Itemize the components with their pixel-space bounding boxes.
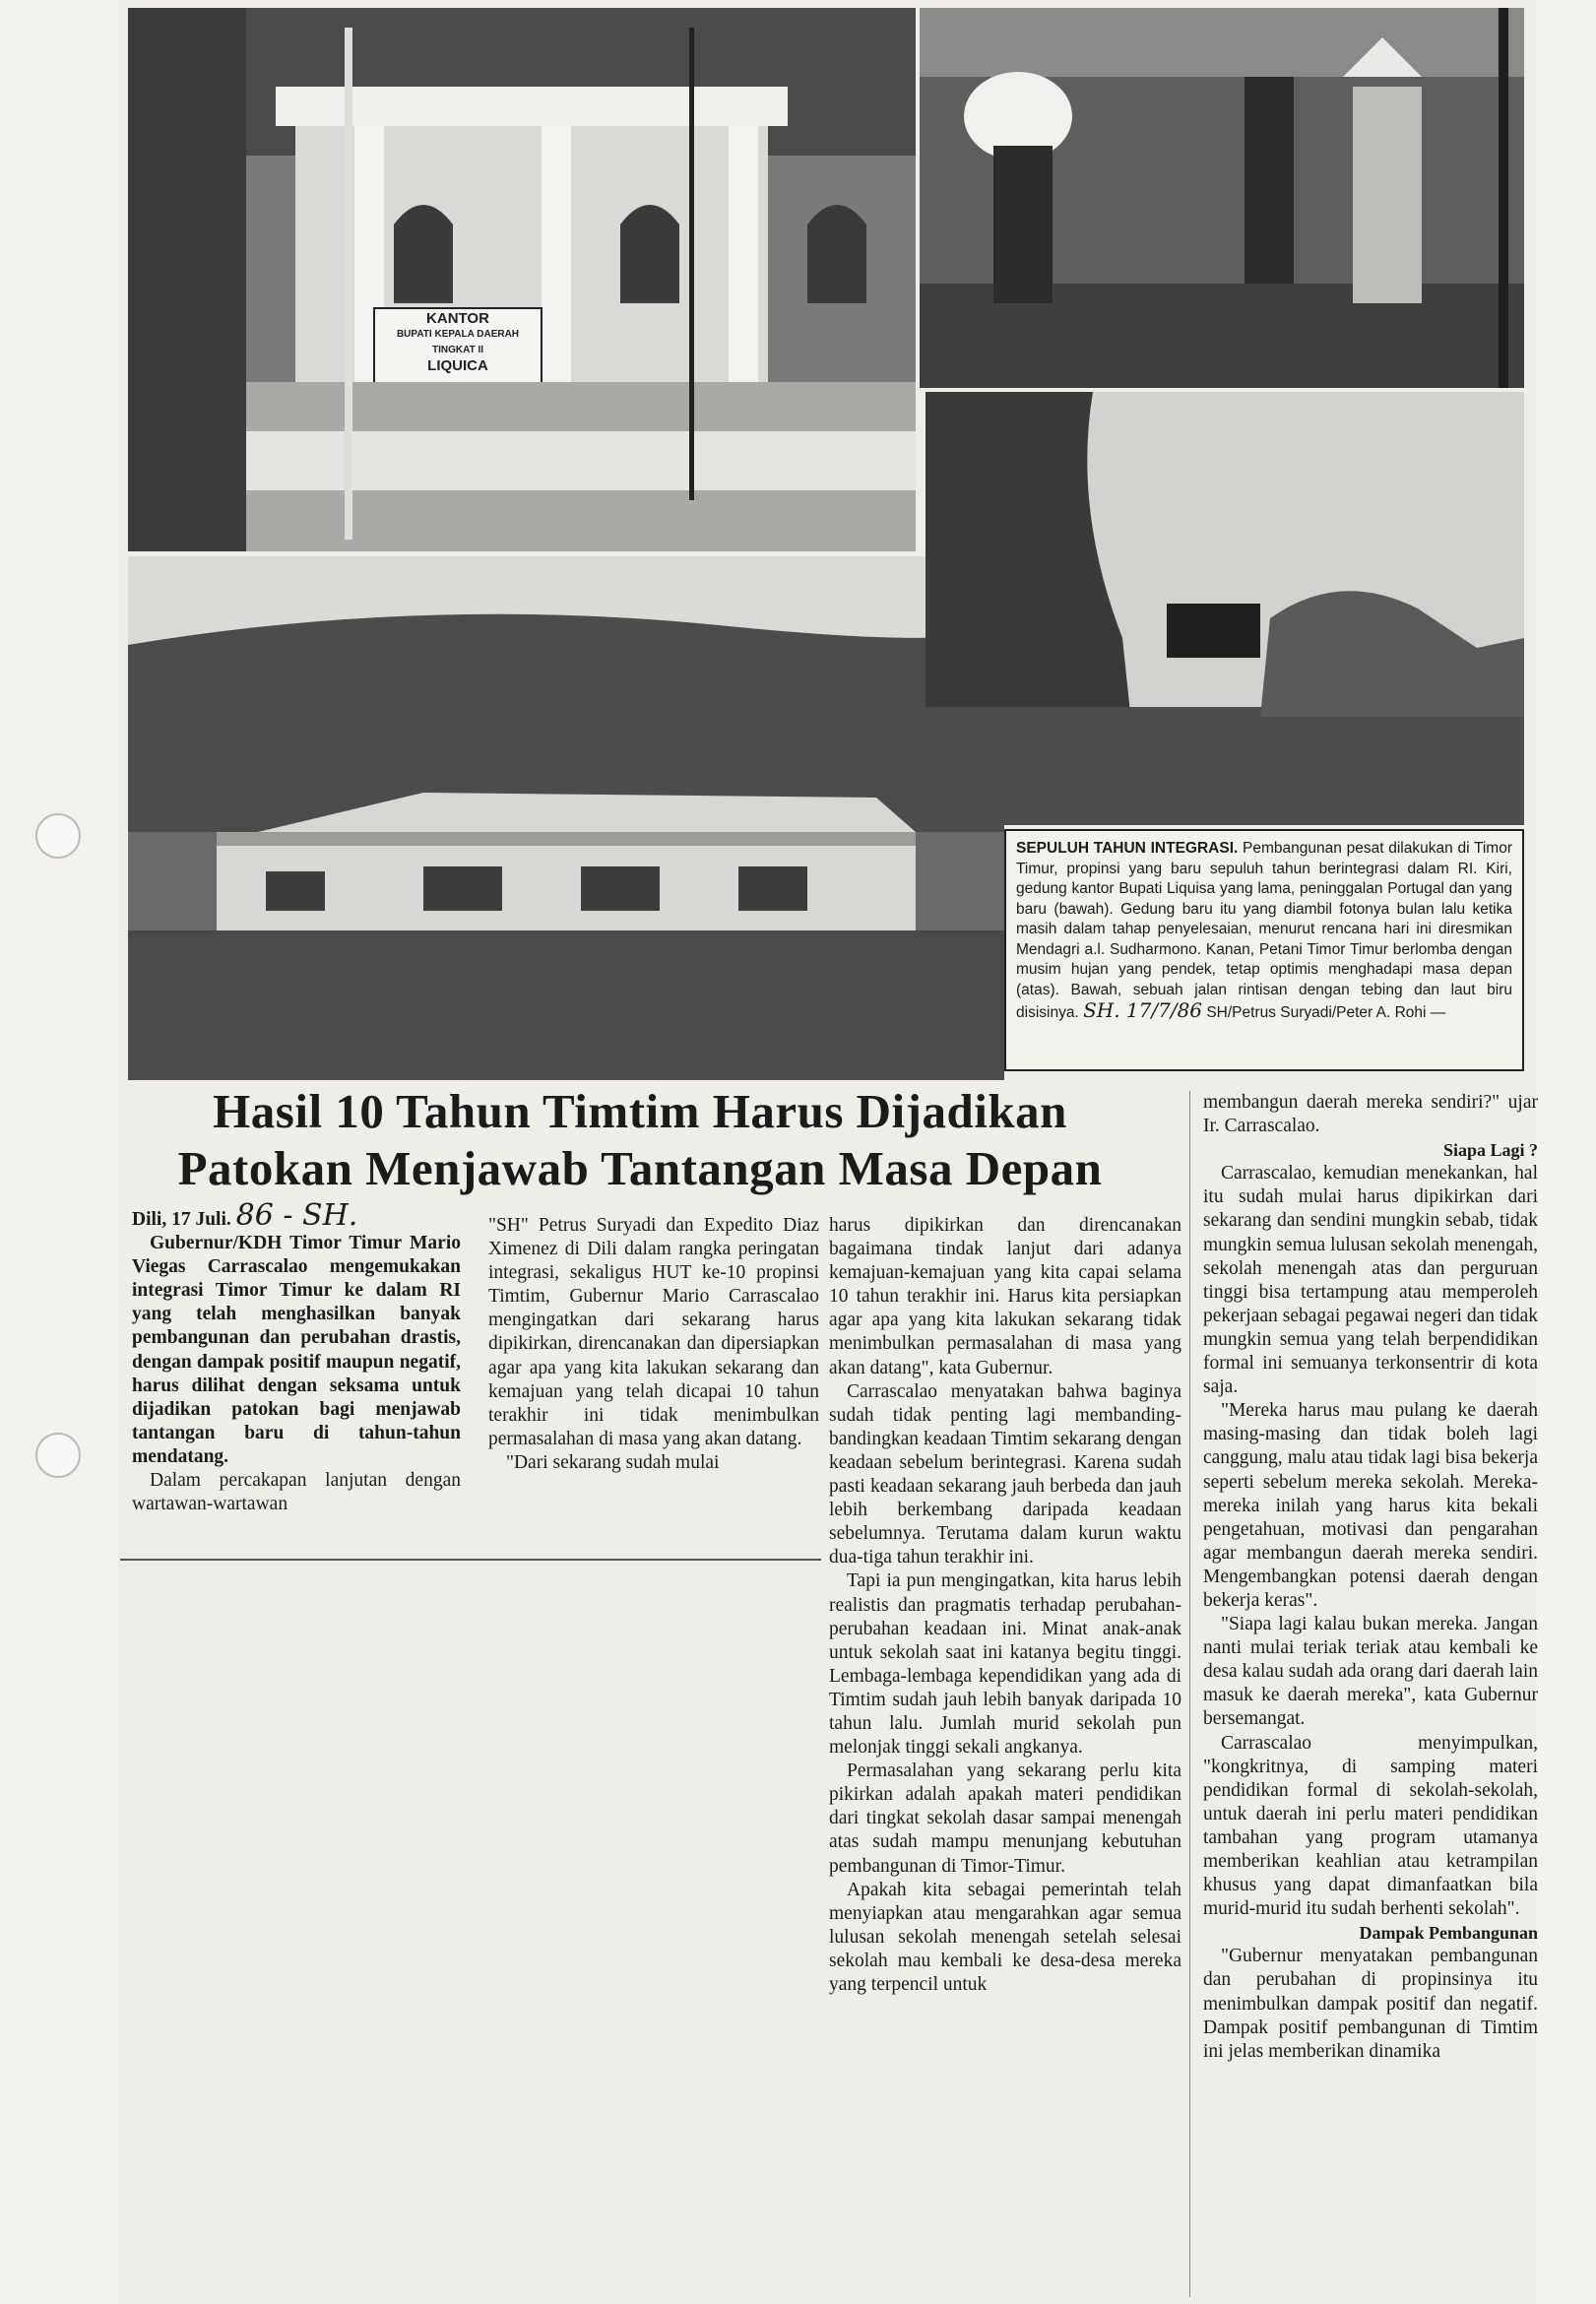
col2-paragraph-1: "SH" Petrus Suryadi dan Expedito Diaz Ximenez di Dili dalam rangka peringatan integrasi, sekaligus HUT ke-10 propinsi Timtim, Gubernur Mario Carrascalao mengingatkan dari sekarang harus dipikirkan, direncanakan dan dipersiapkan agar apa yang kita lakukan sekarang dan kemajuan yang telah dicapai 10 tahun terakhir ini tidak menimbulkan permasalahan di masa yang akan datang.	[488, 1215, 819, 1449]
col4-paragraph-5: Carrascalao menyimpulkan, "kongkritnya, di samping materi pendidikan formal di sekolah-sekolah, untuk daerah ini perlu materi pendidikan tambahan yang program utamanya memberikan keahlian atau ketrampilan khusus yang dapat dimanfaatkan bila murid-murid itu sudah berhenti sekolah".	[1203, 1732, 1538, 1920]
caption-lead: SEPULUH TAHUN INTEGRASI.	[1016, 840, 1239, 857]
caption-body: Pembangunan pesat dilakukan di Timor Timur, propinsi yang baru sepuluh tahun berintegrasi dalam RI. Kiri, gedung kantor Bupati Liquisa yang lama, peninggalan Portugal dan yang baru (bawah). Gedung baru itu yang diambil fotonya bulan lalu ketika masih dalam tahap penyelesaian, menurut rencana hari ini diresmikan Mendagri a.l. Sudharmono. Kanan, Petani Timor Timur berlomba dengan musim hujan yang pendek, tetap optimis menghadapi masa depan (atas). Bawah, sebuah jalan rintisan dengan tebing dan laut biru disisinya.	[1016, 840, 1512, 1021]
article-headline	[148, 1083, 1132, 1197]
col3-paragraph-4: Permasalahan yang sekarang perlu kita pikirkan adalah apakah materi pendidikan dari tingkat sekolah dasar sampai menengah atas sudah mampu menunjang kebutuhan pembangunan di Timor-Timur.	[829, 1760, 1181, 1877]
photo-old-office-building	[128, 8, 916, 551]
col3-paragraph-1: harus dipikirkan dan direncanakan bagaimana tindak lanjut dari adanya kemajuan-kemajuan yang kita capai selama 10 tahun terakhir ini. Harus kita persiapkan agar apa yang kita lakukan sekarang tidak menimbulkan permasalahan di masa yang akan datang", kata Gubernur.	[829, 1215, 1181, 1378]
headline-line-1: Hasil 10 Tahun Timtim Harus Dijadikan	[213, 1084, 1067, 1138]
caption-credit: SH/Petrus Suryadi/Peter A. Rohi —	[1206, 1004, 1446, 1021]
sign-line-3: TINGKAT II	[431, 345, 484, 355]
col4-paragraph-6: "Gubernur menyatakan pembangunan dan perubahan di propinsinya itu menimbulkan dampak positif dan negatif. Dampak positif pembangunan di Timtim ini jelas memberikan dinamika	[1203, 1946, 1538, 2062]
col4-paragraph-2: Carrascalao, kemudian menekankan, hal itu sudah mulai harus dipikirkan dari sekarang dan sendini mungkin sebab, tidak mungkin semua lulusan sekolah menengah, sekolah menengah atas dan perguruan tinggi bisa tertampung atau memperoleh pekerjaan sebagai pegawai negeri dan tidak mungkin semua yang telah berpendidikan formal ini semuanya terkonsentrir di kota saja.	[1203, 1163, 1538, 1398]
binder-hole-top	[35, 813, 81, 859]
col1-paragraph-2: Dalam percakapan lanjutan dengan wartawan-wartawan	[132, 1470, 461, 1515]
col4-paragraph-1: membangun daerah mereka sendiri?" ujar Ir. Carrascalao.	[1203, 1092, 1538, 1137]
headline-line-2: Patokan Menjawab Tantangan Masa Depan	[177, 1141, 1103, 1195]
col4-paragraph-4: "Siapa lagi kalau bukan mereka. Jangan nanti mulai teriak teriak atau kembali ke desa kalau sudah ada orang dari daerah lain masuk ke daerah mereka", kata Gubernur bersemangat.	[1203, 1614, 1538, 1730]
photo-caption	[1004, 829, 1524, 1071]
photo-road-cliff	[926, 392, 1524, 825]
subheading-dampak-pembangunan: Dampak Pembangunan	[1359, 1923, 1538, 1944]
office-sign	[376, 311, 540, 374]
sign-line-4: LIQUICA	[427, 357, 488, 374]
photo-farmers	[920, 8, 1524, 388]
dateline: Dili, 17 Juli.	[132, 1209, 231, 1230]
article-column-4	[1203, 1091, 1538, 2064]
column-separator	[1189, 1091, 1190, 2297]
dateline-row	[132, 1198, 461, 1233]
article-column-1	[132, 1198, 461, 1516]
lead-paragraph: Gubernur/KDH Timor Timur Mario Viegas Carrascalao mengemukakan integrasi Timor Timur ke dalam RI yang telah menghasilkan banyak pembangunan dan perubahan drastis, dengan dampak positif maupun negatif, harus dilihat dengan seksama untuk dijadikan patokan bagi menjawab tantangan baru di tahun-tahun mendatang.	[132, 1233, 461, 1467]
sign-line-1: KANTOR	[426, 310, 489, 327]
sign-line-2: BUPATI KEPALA DAERAH	[396, 329, 520, 340]
caption-handwritten-date: SH. 17/7/86	[1083, 998, 1203, 1022]
binder-hole-bottom	[35, 1433, 81, 1478]
col3-paragraph-5: Apakah kita sebagai pemerintah telah menyiapkan atau mengarahkan agar semua lulusan sekolah menengah setelah selesai sekolah mau kembali ke desa-desa mereka yang terpencil untuk	[829, 1879, 1181, 1995]
col3-paragraph-3: Tapi ia pun mengingatkan, kita harus lebih realistis dan pragmatis terhadap perubahan-perubahan keadaan ini. Minat anak-anak untuk sekolah saat ini katanya begitu tinggi. Lembaga-lembaga kependidikan yang ada di Timtim sudah jauh lebih banyak daripada 10 tahun lalu. Jumlah murid sekolah pun melonjak tinggi sekali angkanya.	[829, 1570, 1181, 1759]
column-bottom-rule	[120, 1559, 821, 1561]
article-column-3	[829, 1214, 1181, 1997]
photo-new-office-building	[128, 556, 1004, 1080]
col3-paragraph-2: Carrascalao menyatakan bahwa baginya sudah tidak penting lagi membanding-bandingkan keadaan Timtim sekarang dengan keadaan sebelum berintegrasi. Karena sudah pasti keadaan sekarang jauh berbeda dan jauh lebih berkembang daripada keadaan sebelumnya. Terutama dalam kurun waktu dua-tiga tahun terakhir ini.	[829, 1380, 1181, 1568]
col4-paragraph-3: "Mereka harus mau pulang ke daerah masing-masing dan tidak boleh lagi canggung, malu atau tidak lagi bisa bekerja seperti sebelum mereka sekolah. Mereka-mereka inilah yang harus kita bekali pengetahuan, motivasi dan pengarahan agar membangun daerah mereka sendiri. Mengembangkan potensi daerah dengan bekerja keras".	[1203, 1400, 1538, 1611]
article-column-2	[488, 1214, 819, 1475]
col2-paragraph-2: "Dari sekarang sudah mulai	[506, 1451, 720, 1473]
handwritten-note: 86 - SH.	[235, 1198, 358, 1233]
subheading-siapa-lagi: Siapa Lagi ?	[1442, 1140, 1538, 1161]
